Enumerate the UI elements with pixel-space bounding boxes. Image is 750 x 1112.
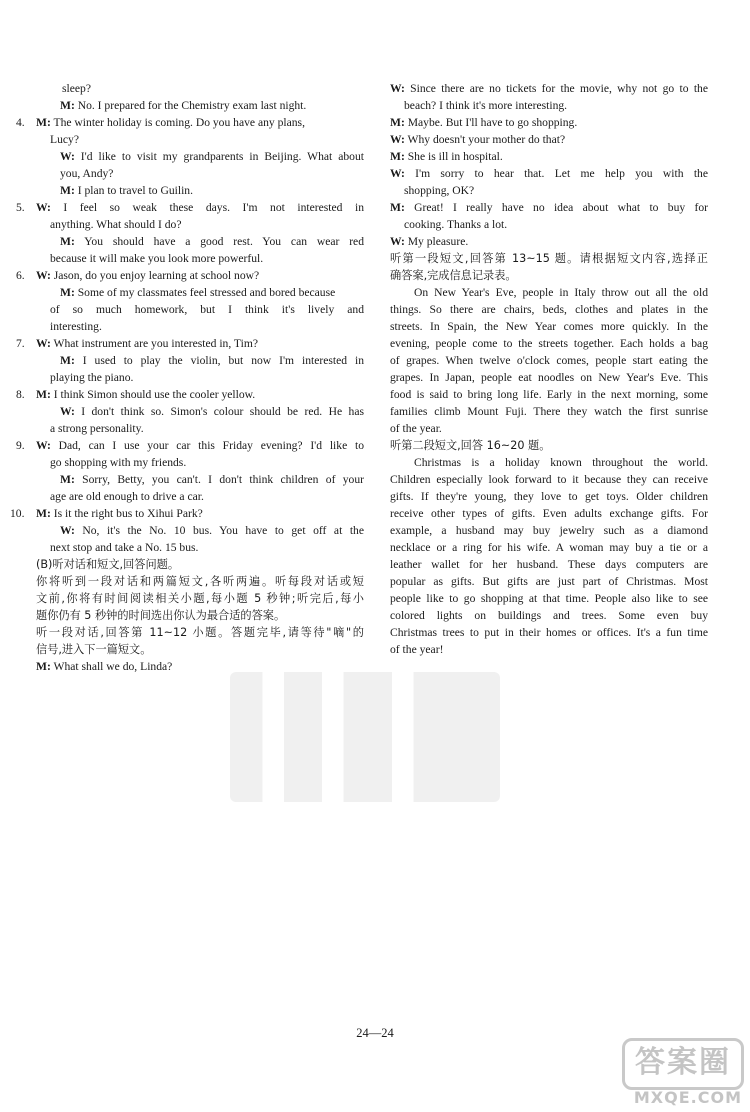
question-number: 9. [16,439,25,452]
speaker-label: M: [390,150,405,163]
text-line [390,369,708,386]
line-text: No. I prepared for the Chemistry exam last night. [74,99,307,112]
text-line [390,301,708,318]
text-line [390,352,708,369]
text-line [390,522,708,539]
line-text: leather wallet for her husband. These days computers are [390,558,708,571]
text-line [390,114,708,131]
text-line [390,165,708,182]
speaker-label: M: [60,184,75,197]
line-text: Children especially look forward to it because they can receive [390,473,708,486]
line-text: What shall we do, Linda? [50,660,173,673]
text-line [390,386,708,403]
speaker-label: W: [390,82,405,95]
text-line [36,522,364,539]
line-text: necklace or a ring for his wife. A woman may buy a tie or a [390,541,708,554]
text-line [390,539,708,556]
line-text: a strong personality. [50,422,144,435]
text-line [390,471,708,488]
line-text: families climb Mount Fuji. There they watch the first sunrise [390,405,708,418]
faint-background-stamp [230,672,500,802]
text-line [16,437,364,454]
question-number: 8. [16,388,25,401]
text-line [390,641,708,658]
line-text: beach? I think it's more interesting. [404,99,568,112]
line-text: sleep? [62,82,91,95]
speaker-label: W: [60,524,75,537]
line-text: age are old enough to drive a car. [50,490,204,503]
question-number: 6. [16,269,25,282]
text-line [36,556,364,573]
line-text: anything. What should I do? [50,218,182,231]
text-line [36,148,364,165]
line-text: shopping, OK? [404,184,475,197]
speaker-label: M: [36,116,51,129]
line-text: 听第一段短文,回答第 13~15 题。请根据短文内容,选择正 [390,252,708,265]
text-line [390,233,708,250]
line-text: interesting. [50,320,102,333]
speaker-label: W: [36,439,51,452]
text-line [390,335,708,352]
line-text: No, it's the No. 10 bus. You have to get off at the [74,524,364,537]
text-line [390,284,708,301]
line-text: (B)听对话和短文,回答问题。 [36,558,180,571]
line-text: I think Simon should use the cooler yellow. [50,388,256,401]
text-line [390,556,708,573]
text-line [390,454,708,471]
line-text: gifts. If they're young, they love to get toys. Older children [390,490,708,503]
text-line [390,505,708,522]
line-text: Since there are no tickets for the movie, why not go to the [404,82,708,95]
line-text: Some of my classmates feel stressed and bored because [74,286,336,299]
line-text: 题你仍有 5 秒钟的时间选出你认为最合适的答案。 [36,609,286,622]
text-line [16,386,364,403]
text-line [390,573,708,590]
line-text: 你将听到一段对话和两篇短文,各听两遍。听每段对话或短 [36,575,364,588]
speaker-label: W: [60,405,75,418]
page-number: 24—24 [356,1026,394,1040]
line-text: 文前,你将有时间阅读相关小题,每小题 5 秒钟;听完后,每小 [36,592,364,605]
text-line [36,131,364,148]
speaker-label: W: [60,150,75,163]
text-line [16,267,364,284]
text-line [390,624,708,641]
text-line [390,488,708,505]
text-line [390,437,708,454]
line-text: I'm sorry to hear that. Let me help you with the [404,167,708,180]
speaker-label: W: [36,337,51,350]
text-line [36,471,364,488]
text-line [36,352,364,369]
text-line [390,420,708,437]
line-text: The winter holiday is coming. Do you have any plans, [50,116,305,129]
text-line [36,97,364,114]
text-line [36,641,364,658]
speaker-label: W: [36,201,51,214]
speaker-label: W: [390,235,405,248]
line-text: you, Andy? [60,167,114,180]
speaker-label: M: [390,116,405,129]
line-text: people like to go shopping at that time. People also like to see [390,592,708,605]
text-line [390,250,708,267]
line-text: cooking. Thanks a lot. [404,218,508,231]
line-text: I feel so weak these days. I'm not interested in [50,201,364,214]
line-text: receive other types of gifts. Even adults exchange gifts. For [390,507,708,520]
watermark-logo: 答案圈 [622,1038,744,1090]
speaker-label: M: [60,99,75,112]
text-line [36,284,364,301]
speaker-label: M: [60,286,75,299]
line-text: What instrument are you interested in, Tim? [50,337,258,350]
line-text: 听一段对话,回答第 11~12 小题。答题完毕,请等待"嘀"的 [36,626,364,639]
text-line [36,80,364,97]
text-line [36,539,364,556]
text-line [10,505,364,522]
speaker-label: M: [60,473,75,486]
line-text: food is said to bring long life. Early in the next morning, some [390,388,708,401]
line-text: Christmas is a holiday known throughout the world. [414,456,708,469]
text-line [16,335,364,352]
text-line [390,318,708,335]
line-text: playing the piano. [50,371,134,384]
left-column [10,80,364,675]
text-line [390,403,708,420]
text-line [36,420,364,437]
speaker-label: M: [60,235,75,248]
line-text: My pleasure. [404,235,469,248]
text-line [390,199,708,216]
speaker-label: W: [390,167,405,180]
line-text: 确答案,完成信息记录表。 [390,269,517,282]
text-line [36,607,364,624]
line-text: Is it the right bus to Xihui Park? [50,507,203,520]
text-line [390,267,708,284]
text-line [36,624,364,641]
text-line [36,403,364,420]
line-text: go shopping with my friends. [50,456,187,469]
text-line [390,182,708,199]
speaker-label: M: [390,201,405,214]
text-line [36,590,364,607]
line-text: popular as gifts. But gifts are just part of Christmas. Most [390,575,708,588]
speaker-label: W: [36,269,51,282]
line-text: Christmas trees to put in their homes or offices. It's a fun time [390,626,708,639]
speaker-label: M: [36,507,51,520]
speaker-label: M: [36,660,51,673]
text-line [36,488,364,505]
line-text: of so much homework, but I think it's lively and [50,303,364,316]
question-number: 5. [16,201,25,214]
line-text: of the year. [390,422,442,435]
question-number: 4. [16,116,25,129]
site-watermark [626,1038,744,1108]
text-line [36,369,364,386]
speaker-label: M: [60,354,75,367]
question-number: 10. [10,507,25,520]
text-line [36,165,364,182]
line-text: She is ill in hospital. [404,150,503,163]
text-line [36,454,364,471]
text-line [36,318,364,335]
line-text: Maybe. But I'll have to go shopping. [404,116,578,129]
speaker-label: M: [36,388,51,401]
text-line [390,148,708,165]
text-line [36,233,364,250]
text-line [16,114,364,131]
line-text: 听第二段短文,回答 16~20 题。 [390,439,551,452]
line-text: I plan to travel to Guilin. [74,184,193,197]
line-text: Why doesn't your mother do that? [404,133,566,146]
text-line [390,97,708,114]
line-text: of the year! [390,643,444,656]
watermark-url: MXQE.COM [633,1088,742,1107]
line-text: On New Year's Eve, people in Italy throw out all the old [414,286,708,299]
text-line [390,607,708,624]
line-text: because it will make you look more powerful. [50,252,264,265]
line-text: Jason, do you enjoy learning at school now? [50,269,260,282]
text-line [390,590,708,607]
line-text: of grapes. When twelve o'clock comes, people start eating the [390,354,708,367]
text-line [36,182,364,199]
line-text: example, a husband may buy jewelry such as a diamond [390,524,708,537]
text-line [16,199,364,216]
text-line [390,80,708,97]
line-text: next stop and take a No. 15 bus. [50,541,199,554]
line-text: 信号,进入下一篇短文。 [36,643,152,656]
text-line [36,216,364,233]
line-text: evening, people come to the streets together. Each holds a bag [390,337,708,350]
question-number: 7. [16,337,25,350]
text-line [390,131,708,148]
right-column [390,80,708,658]
line-text: things. So there are chairs, beds, clothes and plates in the [390,303,708,316]
line-text: grapes. In Japan, people eat noodles on New Year's Eve. This [390,371,708,384]
text-line [36,301,364,318]
line-text: Dad, can I use your car this Friday evening? I'd like to [50,439,364,452]
line-text: Great! I really have no idea about what to buy for [404,201,708,214]
line-text: Sorry, Betty, you can't. I don't think children of your [74,473,364,486]
speaker-label: W: [390,133,405,146]
text-line [390,216,708,233]
line-text: I'd like to visit my grandparents in Beijing. What about [74,150,364,163]
text-line [36,573,364,590]
line-text: You should have a good rest. You can wear red [74,235,364,248]
line-text: I used to play the violin, but now I'm interested in [74,354,364,367]
line-text: streets. In Spain, the New Year comes more quickly. In the [390,320,708,333]
text-line [36,250,364,267]
line-text: I don't think so. Simon's colour should be red. He has [74,405,364,418]
line-text: colored lights on buildings and trees. Some even buy [390,609,708,622]
line-text: Lucy? [50,133,79,146]
